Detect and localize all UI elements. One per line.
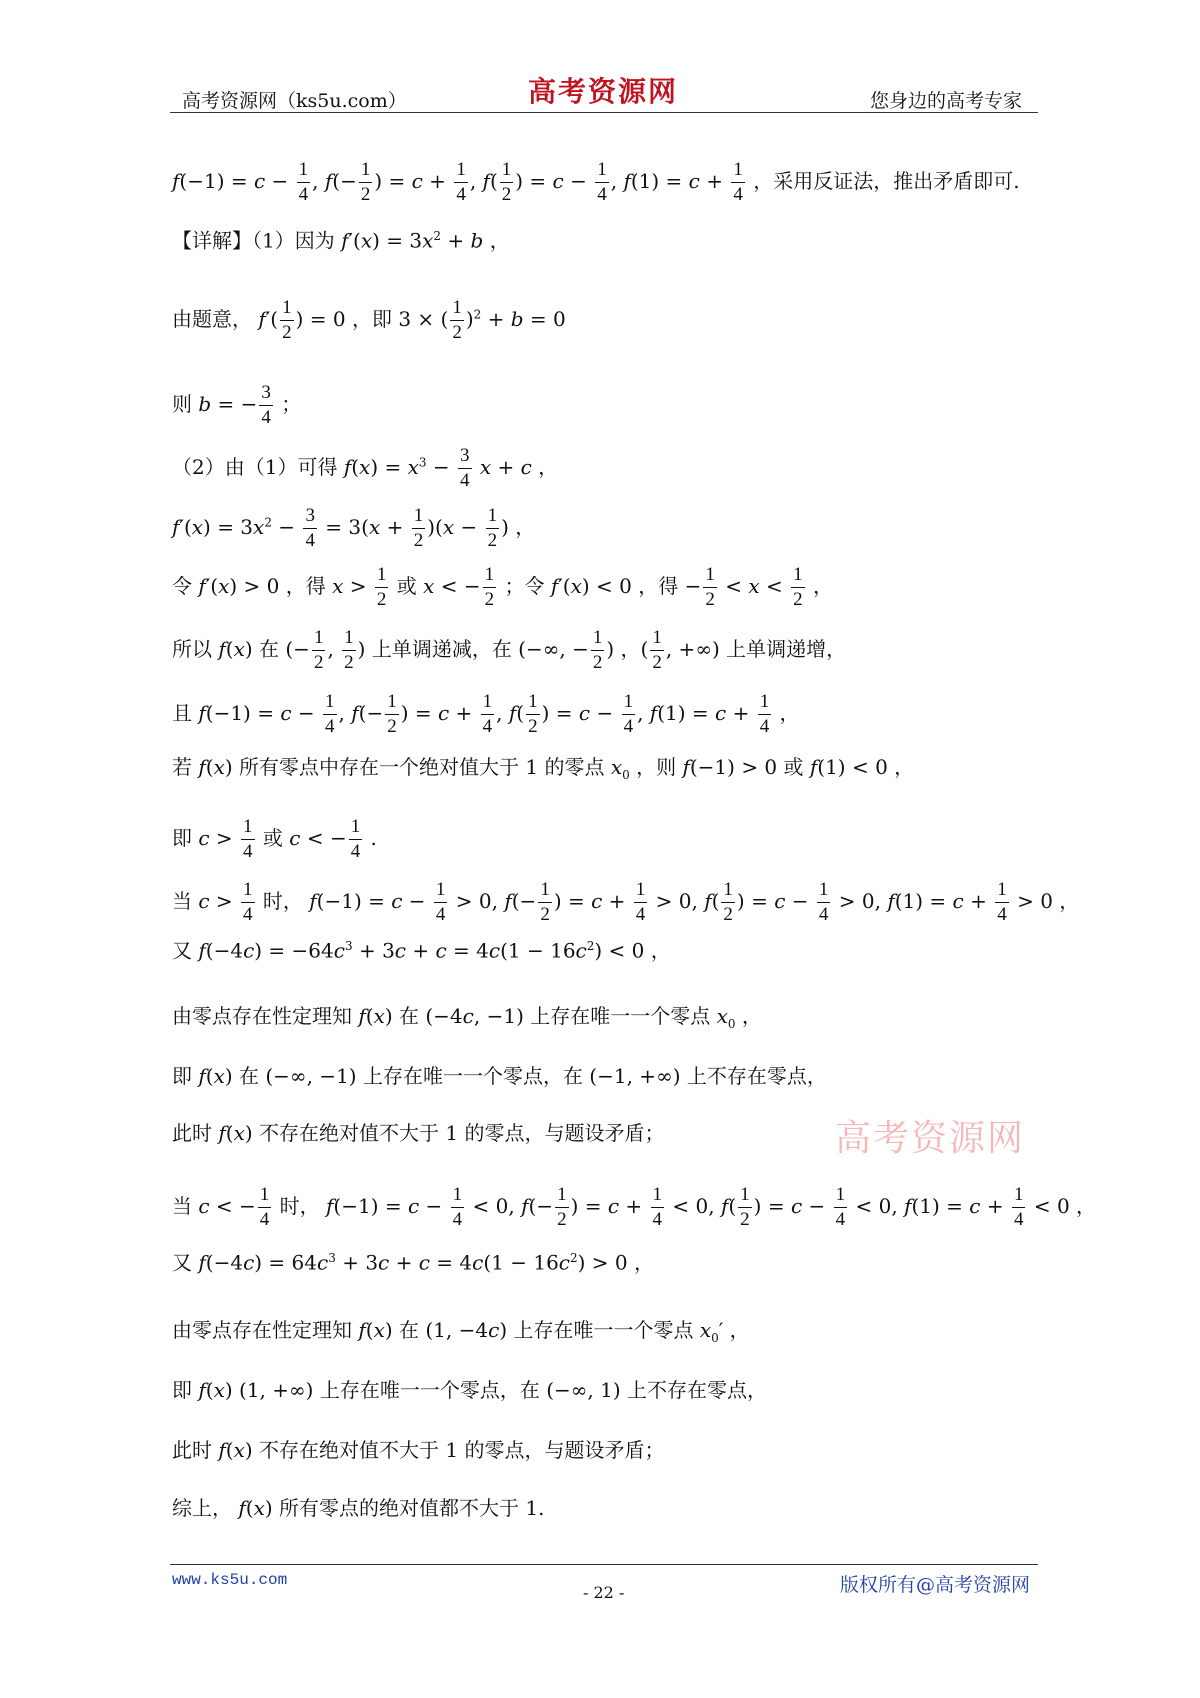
- footer-divider: [170, 1564, 1038, 1565]
- text-line: 此时 f(x) 不存在绝对值不大于 1 的零点，与题设矛盾；: [172, 1121, 665, 1145]
- text-line: 即 f(x) 在 (−∞, −1) 上存在唯一一个零点，在 (−1, +∞) 上不存在零点，: [172, 1064, 827, 1088]
- text-line: 即 c > $\frac{1}{4}$ 或 c < − $\frac{1}{4}$ .: [172, 816, 377, 862]
- page-number: - 22 -: [583, 1583, 625, 1602]
- text-line: 综上， f(x) 所有零点的绝对值都不大于 1.: [172, 1496, 545, 1520]
- text-line: 若 f(x) 所有零点中存在一个绝对值大于 1 的零点 $x_0$ ，则 f(−1) > 0 或 f(1) < 0 ，: [172, 755, 915, 782]
- text-line: 此时 f(x) 不存在绝对值不大于 1 的零点，与题设矛盾；: [172, 1438, 665, 1462]
- footer-copyright: 版权所有@高考资源网: [839, 1574, 1030, 1596]
- header-slogan: 您身边的高考专家: [869, 90, 1022, 112]
- text-line: 又 $f(-4c) = -64c^3 + 3c + c = 4c(1 - 16c^2) < 0$ ，: [172, 938, 671, 963]
- watermark: 高考资源网: [835, 1118, 1026, 1159]
- footer-url-link[interactable]: www.ks5u.com: [172, 1571, 288, 1589]
- text-line: 由零点存在性定理知 f(x) 在 (−4c, −1) 上存在唯一一个零点 $x_0$ ，: [172, 1004, 762, 1031]
- text-line: 当 c > $\frac{1}{4}$ 时， f(−1) = c − $\frac{1}{4}$ > 0, f(− $\frac{1}{2}$ ) = c + $\frac{1}{4}$ > 0, f( $\frac{1}{2}$ ) = c − $\frac{1}{4}$ > 0, f(1) = c + $\frac{1}{4}$ > 0 ，: [172, 879, 1080, 925]
- text-line: 则 b = − $\frac{3}{4}$ ；: [172, 382, 302, 428]
- header-divider: [170, 112, 1038, 113]
- text-line: $f'(x) = 3x^2$ − $\frac{3}{4}$ = 3(x + $\frac{1}{2}$ )(x − $\frac{1}{2}$ ) ，: [172, 505, 536, 551]
- text-line: 所以 f(x) 在 (− $\frac{1}{2}$ , $\frac{1}{2}$ ) 上单调递减，在 (−∞, − $\frac{1}{2}$ ) ，( $\frac{1}{2}$ , +∞) 上单调递增，: [172, 627, 847, 673]
- text-line: f(−1) = c − $\frac{1}{4}$ , f(− $\frac{1}{2}$ ) = c + $\frac{1}{4}$ , f( $\frac{1}{2}$ ) = c − $\frac{1}{4}$ , f(1) = c + $\frac{1}{4}$ ，采用反证法，推出矛盾即可.: [172, 159, 1020, 205]
- text-line: 当 c < − $\frac{1}{4}$ 时， f(−1) = c − $\frac{1}{4}$ < 0, f(− $\frac{1}{2}$ ) = c + $\frac{1}{4}$ < 0, f( $\frac{1}{2}$ ) = c − $\frac{1}{4}$ < 0, f(1) = c + $\frac{1}{4}$ < 0 ，: [172, 1184, 1097, 1230]
- header-site-name: 高考资源网（ks5u.com）: [182, 90, 407, 112]
- text-line: 由题意， f′( $\frac{1}{2}$ ) = 0 ，即 3 × ( $\frac{1}{2}$ )$^2$ + b = 0: [172, 297, 566, 343]
- header-logo: 高考资源网: [528, 75, 679, 108]
- text-line: 【详解】（1）因为 $f'(x) = 3x^2 + b$ ，: [172, 228, 510, 253]
- text-line: 且 f(−1) = c − $\frac{1}{4}$ , f(− $\frac{1}{2}$ ) = c + $\frac{1}{4}$ , f( $\frac{1}{2}$ ) = c − $\frac{1}{4}$ , f(1) = c + $\frac{1}{4}$ ，: [172, 691, 800, 737]
- text-line: 由零点存在性定理知 f(x) 在 (1, −4c) 上存在唯一一个零点 $x_0'$ ，: [172, 1318, 750, 1345]
- text-line: 令 f′(x) > 0 ，得 x > $\frac{1}{2}$ 或 x < − $\frac{1}{2}$ ；令 f′(x) < 0 ，得 − $\frac{1}{2}$ < x < $\frac{1}{2}$ ，: [172, 564, 833, 610]
- text-line: 即 f(x) (1, +∞) 上存在唯一一个零点，在 (−∞, 1) 上不存在零点，: [172, 1378, 768, 1402]
- text-line: （2）由（1）可得 $f(x) = x^3$ − $\frac{3}{4}$ x + c ，: [172, 445, 559, 491]
- text-line: 又 $f(-4c) = 64c^3 + 3c + c = 4c(1 - 16c^2) > 0$ ，: [172, 1250, 654, 1275]
